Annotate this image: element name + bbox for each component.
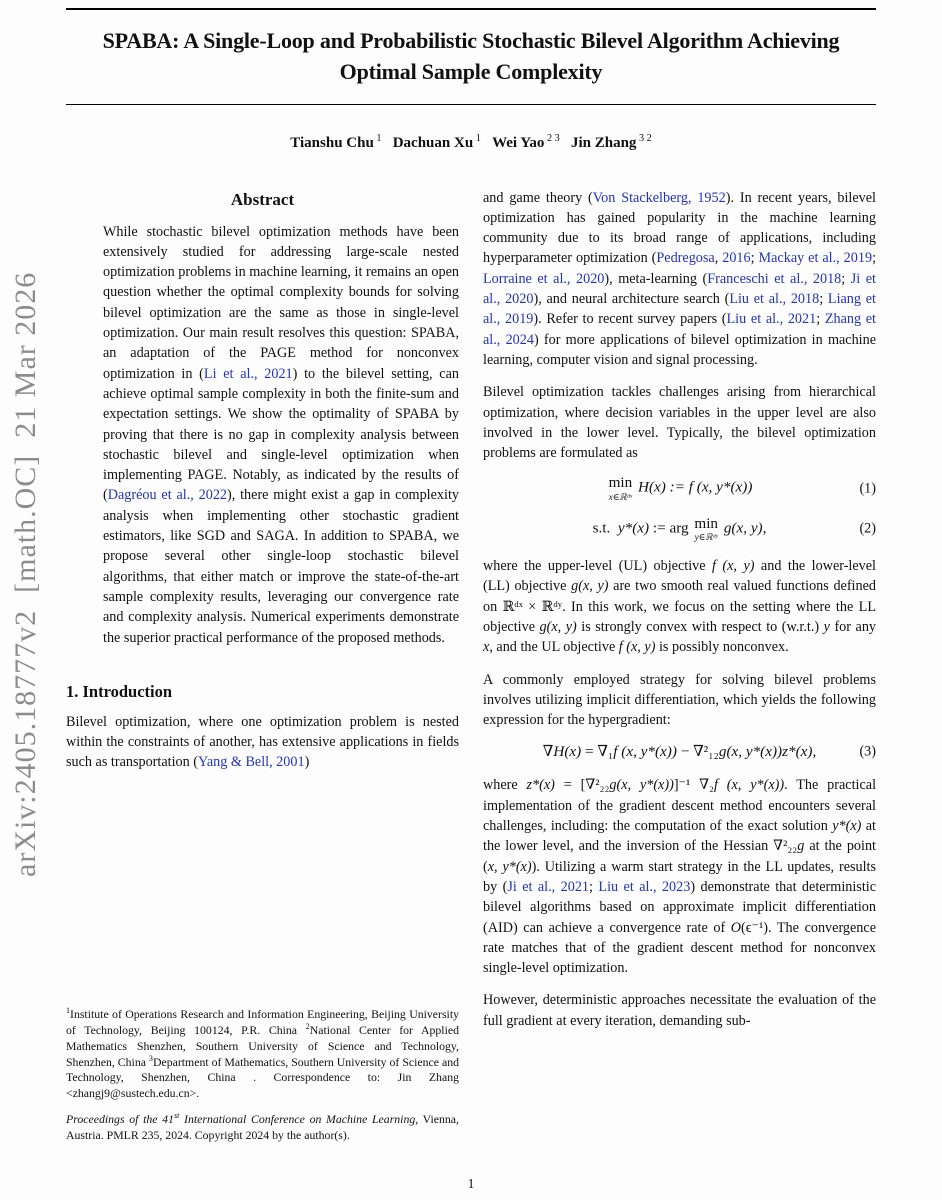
text-segment: s.t. xyxy=(592,519,618,537)
arxiv-watermark: arXiv:2405.18777v2 [math.OC] 21 Mar 2026 xyxy=(9,271,42,877)
text-segment: and the lower-level (LL) objective xyxy=(483,558,876,595)
citation-link[interactable]: Ji et al., 2020 xyxy=(483,270,876,308)
text-segment: = [∇²₂₂ xyxy=(554,777,610,794)
text-segment: , xyxy=(714,250,723,267)
equation-3-body xyxy=(543,742,817,761)
text-segment: g xyxy=(797,838,805,855)
text-segment: where xyxy=(483,777,527,794)
text-segment xyxy=(381,135,392,151)
text-segment: z*(x) xyxy=(526,777,555,794)
equation-3 xyxy=(483,742,876,761)
text-segment: g(x, y*(x))z*(x) xyxy=(718,743,813,761)
text-segment: Institute of Operations Research and Information Engineering, Beijing University of Technology, Beijing 100124, P.R. China xyxy=(66,1007,459,1038)
equation-2 xyxy=(483,516,876,542)
text-segment: ) xyxy=(304,754,310,771)
text-segment: f (x, y*(x)) xyxy=(714,777,785,794)
right-col-paragraph-1 xyxy=(483,188,876,371)
text-segment: 1 xyxy=(66,1006,71,1016)
paper-title: SPABA: A Single-Loop and Probabilistic Stochastic Bilevel Algorithm Achieving Optimal Sample Complexity xyxy=(102,28,840,84)
text-segment: Bilevel optimization tackles challenges arising from hierarchical optimization, where decision variables in the upper level are also involved in the lower level. Typically, the bilevel optimization problems are formulated as xyxy=(483,384,876,462)
section-heading-introduction: 1. Introduction xyxy=(66,681,173,701)
text-segment: g(x, y) xyxy=(539,619,577,635)
citation-link[interactable]: Zhang et al., 2024 xyxy=(483,311,876,348)
text-segment: ; xyxy=(841,270,851,287)
text-segment: , xyxy=(762,519,767,537)
equation-2-body xyxy=(593,516,767,542)
text-segment: ). In recent years, bilevel optimization has gained popularity in the machine learning community due to its broad range of applications, including hyperparameter optimization ( xyxy=(483,189,876,267)
right-col-paragraph-5 xyxy=(483,775,876,978)
text-segment: ∇ xyxy=(542,743,554,761)
citation-link[interactable]: 2016 xyxy=(722,250,751,267)
paper-content xyxy=(66,0,876,1144)
text-segment: ) to the bilevel setting, can achieve optimal sample complexity in both the finite-sum and expectation settings. We show the optimality of SPABA by proving that there is no gap in complexity analysis between stochastic bilevel and single-level optimization when implementing PAGE. Notably, as indicated by the results of ( xyxy=(103,365,459,504)
text-segment: Proceedings of the 41 xyxy=(66,1112,174,1126)
text-segment: , and the UL objective xyxy=(489,639,619,656)
text-segment: g(x, y) xyxy=(571,578,609,595)
text-segment: st xyxy=(173,1111,180,1121)
text-segment: ), meta-learning ( xyxy=(604,270,708,287)
text-segment: ; xyxy=(819,291,828,308)
text-segment: 1 xyxy=(473,132,481,144)
text-segment: = ∇₁ xyxy=(581,743,614,761)
text-segment: Department of Mathematics, Southern University of Science and Technology, Shenzhen, China . Correspondence to: Jin Zhang <zhangj9@sustech.edu.cn>. xyxy=(66,1054,459,1101)
text-segment: H(x) xyxy=(553,743,582,761)
text-segment: International Conference on Machine Learning xyxy=(179,1112,416,1126)
text-segment: ]⁻¹ ∇₂ xyxy=(673,777,714,794)
page-number: 1 xyxy=(467,1176,475,1191)
copyright-notice xyxy=(66,1112,459,1144)
text-segment: (ϵ⁻¹). The convergence rate matches that of the gradient descent method for nonconvex single-level optimization. xyxy=(483,919,876,977)
text-segment: y xyxy=(823,619,830,635)
citation-link[interactable]: Mackay et al., 2019 xyxy=(758,250,873,267)
right-col-paragraph-4 xyxy=(483,670,876,731)
text-segment: ; xyxy=(816,311,825,328)
text-segment: ). Refer to recent survey papers ( xyxy=(533,311,727,328)
equation-number: (1) xyxy=(859,480,876,497)
citation-link[interactable]: Franceschi et al., 2018 xyxy=(707,270,842,287)
text-segment: ; xyxy=(750,250,759,267)
citation-link[interactable]: Von Stackelberg, 1952 xyxy=(592,189,726,206)
citation-link[interactable]: Liu et al., 2023 xyxy=(598,878,691,895)
text-segment: , Vienna, Austria. PMLR 235, 2024. Copyright 2024 by the author(s). xyxy=(66,1112,459,1142)
citation-link[interactable]: Liu et al., 2021 xyxy=(726,311,817,328)
text-segment: f (x, y) xyxy=(618,639,656,656)
left-column xyxy=(66,188,459,1144)
intro-paragraph xyxy=(66,712,459,773)
text-segment: where the upper-level (UL) objective xyxy=(483,558,712,575)
affiliations-footnote xyxy=(66,1007,459,1102)
text-segment: ; xyxy=(589,878,599,895)
text-segment: y*(x) xyxy=(617,519,650,537)
text-segment: Bilevel optimization, where one optimization problem is nested within the constraints of another, has extensive applications in fields such as transportation ( xyxy=(66,713,459,771)
text-segment: f (x, y) xyxy=(712,558,755,575)
text-segment: is possibly nonconvex. xyxy=(655,639,789,656)
text-segment: are two smooth real valued functions defined on ℝᵈˣ × ℝᵈʸ. In this work, we focus on the setting where the LL objective xyxy=(483,578,876,635)
text-segment: x xyxy=(483,639,490,656)
text-segment: y*(x) xyxy=(832,818,862,835)
equation-number: (3) xyxy=(859,743,876,760)
text-segment: 3 2 xyxy=(636,132,652,144)
equation-1-body xyxy=(607,475,753,501)
math-underscript: min x∈ℝᵈˣ xyxy=(608,474,633,502)
title-rule-bottom xyxy=(66,104,876,105)
text-segment: . The practical implementation of the gradient descent method encounters several challenges, including: the computation of the exact solution xyxy=(483,777,876,835)
right-col-paragraph-2 xyxy=(483,382,876,463)
text-segment: , xyxy=(812,743,817,761)
citation-link[interactable]: Lorraine et al., 2020 xyxy=(483,270,605,287)
title-rule-top xyxy=(66,8,876,10)
citation-link[interactable]: Liu et al., 2018 xyxy=(729,291,820,308)
text-segment xyxy=(481,135,492,151)
text-segment: ), there might exist a gap in complexity analysis when implementing other stochastic gradient estimators, like SGD and SAGA. In addition to SPABA, we propose several other single-loop stochastic bilevel algorithms, that either match or improve the state-of-the-art sample complexity results, leveraging our convergence rate and complexity analysis. Numerical experiments demonstrate the superior practical performance of the proposed methods. xyxy=(103,487,459,646)
text-segment: ). Utilizing a warm start strategy in the LL updates, results by ( xyxy=(483,858,876,895)
abstract-heading: Abstract xyxy=(230,189,295,209)
text-segment: and game theory ( xyxy=(483,189,593,206)
text-segment: National Center for Applied Mathematics Shenzhen, Southern University of Science and Technology, Shenzhen, China xyxy=(66,1023,459,1069)
text-segment: 2 3 xyxy=(544,132,560,144)
text-segment: at the point ( xyxy=(483,838,876,875)
text-segment: A commonly employed strategy for solving bilevel problems involves utilizing implicit differentiation, which yields the following expression for the hypergradient: xyxy=(483,671,876,729)
citation-link[interactable]: Dagréou et al., 2022 xyxy=(107,487,228,504)
citation-link[interactable]: Yang & Bell, 2001 xyxy=(198,754,305,771)
citation-link[interactable]: Li et al., 2021 xyxy=(203,365,293,382)
right-col-paragraph-3 xyxy=(483,556,876,657)
text-segment: Dachuan Xu xyxy=(392,134,474,151)
text-segment: g(x, y*(x)) xyxy=(609,777,674,794)
text-segment: ), and neural architecture search ( xyxy=(533,291,730,308)
text-segment xyxy=(560,135,571,151)
text-segment: 1 xyxy=(373,132,382,144)
right-col-paragraph-6 xyxy=(483,990,876,1031)
text-segment: − ∇²₁₂ xyxy=(676,743,719,761)
text-segment: ) for more applications of bilevel optimization in machine learning, computer vision and signal processing. xyxy=(483,331,876,368)
text-segment: for any xyxy=(829,619,876,635)
text-segment: ) demonstrate that deterministic bilevel algorithms based on approximate implicit differentiation (AID) can achieve a convergence rate of xyxy=(483,878,876,936)
text-segment: g(x, y) xyxy=(723,519,763,537)
abstract-text xyxy=(66,222,459,648)
text-segment: While stochastic bilevel optimization methods have been extensively studied for addressing large-scale nested optimization problems in machine learning, it remains an open question whether the optimal complexity bounds for solving bilevel optimization are the same as those in single-level optimization. Our main result resolves this question: SPABA, an adaptation of the PAGE method for nonconvex optimization in ( xyxy=(103,223,459,382)
right-column xyxy=(483,188,876,1144)
authors-line xyxy=(66,132,876,152)
math-underscript: min y∈ℝᵈʸ xyxy=(694,514,719,542)
text-segment: f (x, y*(x)) xyxy=(613,743,677,761)
text-segment: x, y*(x) xyxy=(487,858,532,875)
text-segment: is strongly convex with respect to (w.r.t.) xyxy=(576,619,824,635)
text-segment: at the lower level, and the inversion of the Hessian ∇²₂₂ xyxy=(483,818,876,855)
text-segment: H(x) := f (x, y*(x)) xyxy=(638,479,753,497)
text-segment: Wei Yao xyxy=(492,134,545,151)
text-segment: Jin Zhang xyxy=(570,134,637,151)
text-segment: However, deterministic approaches necessitate the evaluation of the full gradient at every iteration, demanding sub- xyxy=(483,992,876,1029)
text-segment: ; xyxy=(872,250,876,267)
text-segment: Tianshu Chu xyxy=(290,134,374,151)
text-segment: O xyxy=(730,919,742,936)
equation-number: (2) xyxy=(859,520,876,537)
text-segment: 3 xyxy=(148,1053,153,1063)
equation-1 xyxy=(483,475,876,501)
text-segment: 2 xyxy=(305,1022,310,1032)
citation-link[interactable]: Ji et al., 2021 xyxy=(507,878,590,895)
citation-link[interactable]: Pedregosa xyxy=(656,250,715,267)
citation-link[interactable]: Liang et al., 2019 xyxy=(483,291,876,328)
two-column-body xyxy=(66,188,876,1144)
text-segment: := arg xyxy=(649,519,693,537)
